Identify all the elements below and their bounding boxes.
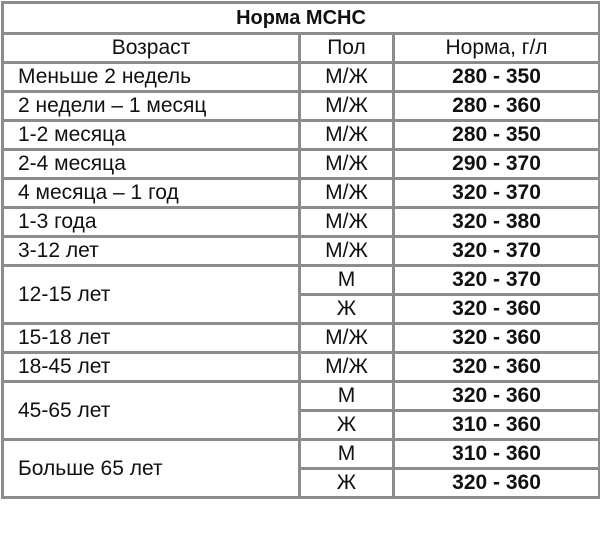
norm-cell: 280 - 360 <box>394 92 600 121</box>
sex-cell: М/Ж <box>300 324 394 353</box>
sex-cell: М <box>300 440 394 469</box>
sex-cell: Ж <box>300 295 394 324</box>
header-row <box>3 34 600 63</box>
norm-cell: 290 - 370 <box>394 150 600 179</box>
table-row <box>3 266 600 295</box>
column-header-sex: Пол <box>300 34 394 63</box>
norm-cell: 320 - 360 <box>394 295 600 324</box>
table-row <box>3 179 600 208</box>
age-cell-merged: 12-15 лет <box>3 266 300 324</box>
table-row <box>3 353 600 382</box>
sex-cell: М/Ж <box>300 92 394 121</box>
norm-cell: 280 - 350 <box>394 63 600 92</box>
mchc-norm-table <box>1 1 600 499</box>
table-row <box>3 150 600 179</box>
sex-cell: М/Ж <box>300 179 394 208</box>
norm-cell: 320 - 360 <box>394 324 600 353</box>
norm-cell: 320 - 360 <box>394 382 600 411</box>
age-cell: 1-2 месяца <box>3 121 300 150</box>
sex-cell: М/Ж <box>300 63 394 92</box>
age-cell: 2-4 месяца <box>3 150 300 179</box>
norm-cell: 280 - 350 <box>394 121 600 150</box>
norm-cell: 310 - 360 <box>394 411 600 440</box>
age-cell-merged: 45-65 лет <box>3 382 300 440</box>
sex-cell: М/Ж <box>300 150 394 179</box>
mchc-table-container <box>1 1 600 499</box>
sex-cell: М <box>300 266 394 295</box>
age-cell: 18-45 лет <box>3 353 300 382</box>
table-row <box>3 440 600 469</box>
sex-cell: М/Ж <box>300 121 394 150</box>
norm-cell: 320 - 360 <box>394 469 600 498</box>
table-row <box>3 237 600 266</box>
column-header-age: Возраст <box>3 34 300 63</box>
age-cell: 4 месяца – 1 год <box>3 179 300 208</box>
norm-cell: 310 - 360 <box>394 440 600 469</box>
norm-cell: 320 - 380 <box>394 208 600 237</box>
title-row <box>3 3 600 34</box>
table-row <box>3 63 600 92</box>
table-row <box>3 121 600 150</box>
table-row <box>3 92 600 121</box>
sex-cell: М/Ж <box>300 353 394 382</box>
age-cell-merged: Больше 65 лет <box>3 440 300 498</box>
table-row <box>3 324 600 353</box>
sex-cell: Ж <box>300 411 394 440</box>
table-row <box>3 382 600 411</box>
age-cell: 15-18 лет <box>3 324 300 353</box>
sex-cell: Ж <box>300 469 394 498</box>
table-row <box>3 208 600 237</box>
norm-cell: 320 - 370 <box>394 266 600 295</box>
norm-cell: 320 - 370 <box>394 237 600 266</box>
age-cell: 2 недели – 1 месяц <box>3 92 300 121</box>
sex-cell: М <box>300 382 394 411</box>
norm-cell: 320 - 360 <box>394 353 600 382</box>
sex-cell: М/Ж <box>300 208 394 237</box>
age-cell: 3-12 лет <box>3 237 300 266</box>
age-cell: 1-3 года <box>3 208 300 237</box>
norm-cell: 320 - 370 <box>394 179 600 208</box>
sex-cell: М/Ж <box>300 237 394 266</box>
column-header-norm: Норма, г/л <box>394 34 600 63</box>
age-cell: Меньше 2 недель <box>3 63 300 92</box>
table-title: Норма МСНС <box>3 3 600 34</box>
